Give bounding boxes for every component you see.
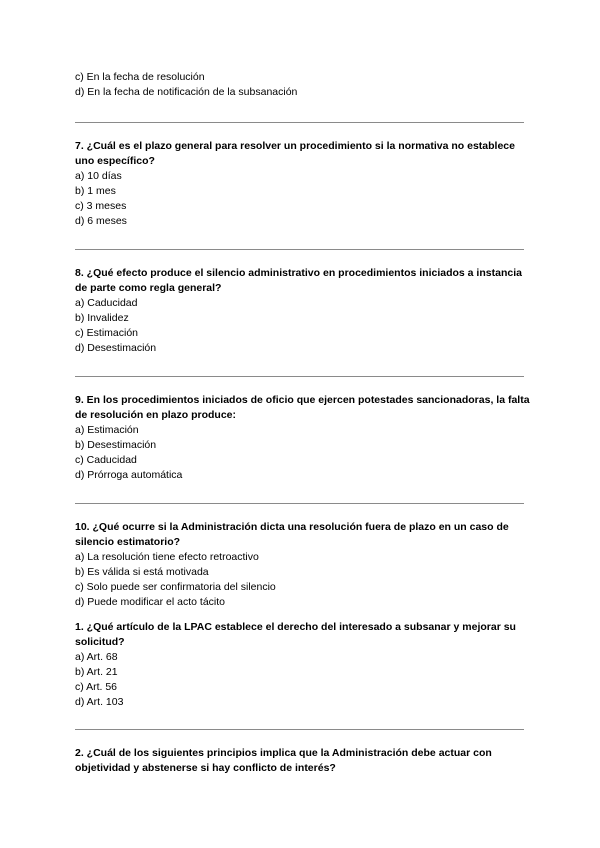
question-10: 10. ¿Qué ocurre si la Administración dicta una resolución fuera de plazo en un caso de silencio estimatorio?: [75, 521, 509, 548]
option-c: c) Estimación: [75, 327, 139, 339]
option-d: d) Desestimación: [75, 342, 157, 354]
question-10-options: [75, 550, 276, 610]
option-d: d) En la fecha de notificación de la subsanación: [75, 86, 298, 98]
option-b: b) Es válida si está motivada: [75, 566, 209, 578]
option-d: d) Prórroga automática: [75, 469, 183, 481]
divider: [75, 503, 524, 504]
option-b: b) Invalidez: [75, 312, 129, 324]
divider: [75, 729, 524, 730]
option-b: b) Desestimación: [75, 439, 157, 451]
question-8: 8. ¿Qué efecto produce el silencio administrativo en procedimientos iniciados a instancia de parte como regla general?: [75, 267, 522, 294]
question-2: 2. ¿Cuál de los siguientes principios implica que la Administración debe actuar con objetividad y abstenerse si hay conflicto de interés?: [75, 747, 492, 774]
option-c: c) En la fecha de resolución: [75, 71, 205, 83]
option-c: c) Art. 56: [75, 681, 118, 693]
divider: [75, 376, 524, 377]
question-9-options: [75, 423, 182, 483]
question-8-options: [75, 296, 156, 356]
option-a: a) Caducidad: [75, 297, 138, 309]
option-d: d) Art. 103: [75, 696, 124, 708]
question-7: 7. ¿Cuál es el plazo general para resolver un procedimiento si la normativa no establece uno específico?: [75, 140, 515, 167]
option-d: d) Puede modificar el acto tácito: [75, 596, 225, 608]
question-9: 9. En los procedimientos iniciados de oficio que ejercen potestades sancionadoras, la falta de resolución en plazo produce:: [75, 394, 530, 421]
option-d: d) 6 meses: [75, 215, 127, 227]
option-a: a) Art. 68: [75, 651, 118, 663]
question-1-options: [75, 650, 123, 710]
option-a: a) 10 días: [75, 170, 122, 182]
option-a: a) La resolución tiene efecto retroactivo: [75, 551, 259, 563]
divider: [75, 122, 524, 123]
option-b: b) 1 mes: [75, 185, 116, 197]
option-c: c) 3 meses: [75, 200, 127, 212]
option-c: c) Caducidad: [75, 454, 137, 466]
divider: [75, 249, 524, 250]
option-a: a) Estimación: [75, 424, 139, 436]
prev-question-options: [75, 70, 297, 100]
option-b: b) Art. 21: [75, 666, 118, 678]
question-7-options: [75, 169, 127, 229]
option-c: c) Solo puede ser confirmatoria del silencio: [75, 581, 276, 593]
question-1: 1. ¿Qué artículo de la LPAC establece el derecho del interesado a subsanar y mejorar su solicitud?: [75, 621, 516, 648]
